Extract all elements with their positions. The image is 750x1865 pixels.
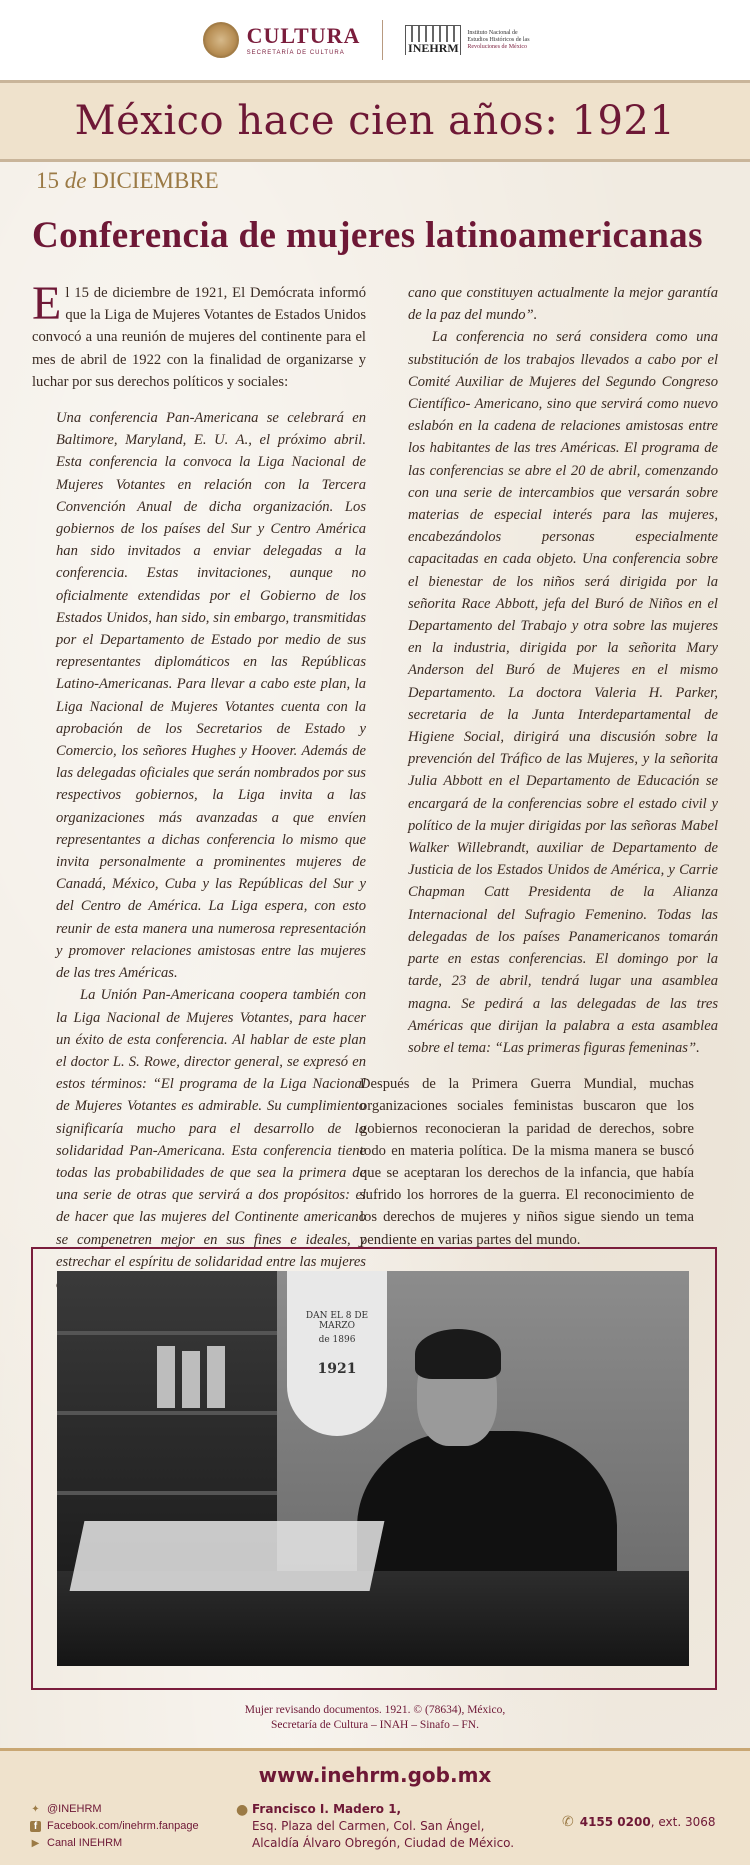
address-line: Francisco I. Madero 1, <box>252 1802 402 1816</box>
intro-paragraph <box>32 277 366 393</box>
photo-caption <box>0 1703 750 1733</box>
header-logos <box>0 0 750 80</box>
quote-paragraph-3: La conferencia no será considera como una substitución de los trabajos llevados a cabo por el Comité Auxiliar de Mujeres del Segundo Congreso Científico- Americano, sino que servirá como nuevo eslabón en la cadena de relaciones amistosas entre los habitantes de las tres Américas. El programa de las conferencias se abre el 20 de abril, comenzando con una serie de intercambios que versarán sobre materias de especial interés para las mujeres, encabezándolos personas especialmente capacitadas en cada objeto. Una conferencia sobre el bienestar de los niños será dirigida por la señorita Race Abbott, jefa del Buró de Niños en el Departamento del Trabajo y otra sobre las mujeres en la industria, dirigida por la señorita Mary Anderson del Buró de Mujeres en el mismo Departamento. La doctora Valeria H. Parker, secretaria de la Junta Interdepartamental de Higiene Social, dirigirá una discusión sobre la prevención del Tráfico de las Mujeres, y la señorita Julia Abbott en el Departamento de Educación se encargará de la conferencias sobre el estado civil y político de la mujer dirigidas por las señoras Mabel Walker Willebrandt, auxiliar de Departamento de Justicia de los Estados Unidos de América, y Carrie Chapman Catt Presidenta de la Alianza Internacional del Sufragio Femenino. Todas las delegadas de los países Panamericanos tomarán parte en estas conferencias. El domingo por la tarde, 23 de abril, tendrá lugar una asamblea magna. Se pedirá a las delegadas de las tres Américas que dirijan la palabra a esta asamblea sobre el tema: “Las primeras figuras femeninas”. <box>408 329 718 1056</box>
drop-cap: E <box>32 277 62 330</box>
left-column <box>32 277 366 1295</box>
inehrm-description <box>467 30 547 51</box>
historical-photo[interactable] <box>57 1271 689 1666</box>
twitter-link[interactable] <box>30 1801 199 1818</box>
caption-line: Mujer revisando documentos. 1921. © (78634), México, <box>244 1704 506 1716</box>
youtube-link[interactable] <box>30 1835 199 1852</box>
photo-shelf-line <box>57 1411 277 1415</box>
cultura-subtitle: SECRETARÍA DE CULTURA <box>246 49 345 56</box>
twitter-icon: ✦ <box>31 1804 40 1815</box>
inehrm-desc-line: Estudios Históricos de las <box>467 36 530 43</box>
phone-number: 4155 0200 <box>579 1815 651 1829</box>
social-links <box>30 1801 199 1852</box>
youtube-icon: ▶ <box>31 1838 40 1849</box>
photo-frame <box>31 1247 717 1690</box>
photo-shelf-line <box>57 1491 277 1495</box>
building-icon <box>405 25 461 55</box>
date-month: DICIEMBRE <box>92 168 219 193</box>
address-line: Alcaldía Álvaro Obregón, Ciudad de México. <box>252 1836 515 1850</box>
banner-title: México hace cien años: 1921 <box>74 98 676 144</box>
inehrm-desc-line: Revoluciones de México <box>467 43 528 50</box>
seal-icon <box>203 22 239 58</box>
photo-banner-text: de 1896 <box>318 1335 356 1345</box>
phone-icon: ✆ <box>562 1814 574 1830</box>
photo-woman-hair <box>415 1329 501 1379</box>
photo-book <box>207 1346 225 1408</box>
cultura-name: CULTURA <box>246 22 361 48</box>
phone-ext: , ext. 3068 <box>650 1815 716 1829</box>
address-line: Esq. Plaza del Carmen, Col. San Ángel, <box>252 1819 485 1833</box>
photo-banner <box>287 1271 387 1436</box>
right-column <box>360 282 718 1251</box>
location-pin-icon: ● <box>236 1802 249 1818</box>
twitter-handle: @INEHRM <box>47 1803 102 1815</box>
facebook-url: Facebook.com/inehrm.fanpage <box>47 1820 199 1832</box>
date-de: de <box>64 168 87 193</box>
footer <box>0 1748 750 1865</box>
photo-banner-text: 1921 <box>317 1361 357 1377</box>
date-day: 15 <box>36 168 59 193</box>
article-title: Conferencia de mujeres latinoamericanas <box>32 215 703 256</box>
title-banner <box>0 80 750 162</box>
photo-banner-text: DAN EL 8 DE MARZO <box>305 1311 369 1331</box>
youtube-channel: Canal INEHRM <box>47 1837 123 1849</box>
intro-text: l 15 de diciembre de 1921, El Demócrata informó que la Liga de Mujeres Votantes de Estados Unidos convocó a una reunión de mujeres del continente para el mes de abril de 1922 con la finalidad de organizarse y luchar por sus derechos políticos y sociales: <box>32 285 366 390</box>
quote-block-continued <box>384 282 718 1059</box>
quote-paragraph-2: La Unión Pan-Americana coopera también con la Liga Nacional de Mujeres Votantes, para hacer un éxito de esta conferencia. Al hablar de este plan el doctor L. S. Rowe, director general, se expresó en estos términos: “El programa de la Liga Nacional de Mujeres Votantes es admirable. Su cumplimiento significaría mucho para el desarrollo de la solidaridad Pan-Americana. Esta conferencia tiene todas las probabilidades de que sea la primera de una serie de otras que servirá a dos propósitos: el de hacer que las mujeres del Continente americano se compenetren mejor en sus fines e ideales, y estrechar el espíritu de solidaridad entre las mujeres <box>56 987 366 1270</box>
inehrm-logo[interactable] <box>405 25 547 55</box>
closing-paragraph: Después de la Primera Guerra Mundial, muchas organizaciones sociales feministas buscaron que los gobiernos reconocieran la paridad de derechos, sobre todo en materia política. De la misma manera se buscó que se aceptaran los derechos de la infancia, que había sufrido los horrores de la guerra. El reconocimiento de los derechos de mujeres y niños sigue siendo un tema pendiente en varias partes del mundo. <box>360 1076 694 1248</box>
inehrm-desc-line: Instituto Nacional de <box>467 29 518 36</box>
photo-shelf-line <box>57 1331 277 1335</box>
website-link[interactable]: www.inehrm.gob.mx <box>258 1763 492 1787</box>
cultura-logo[interactable] <box>203 22 361 58</box>
address-block <box>236 1801 515 1852</box>
photo-book <box>182 1351 200 1408</box>
logo-divider <box>382 20 383 60</box>
photo-papers <box>70 1521 385 1591</box>
facebook-link[interactable] <box>30 1818 199 1835</box>
facebook-icon: f <box>30 1821 41 1832</box>
date-line <box>36 168 219 194</box>
caption-line: Secretaría de Cultura – INAH – Sinafo – FN. <box>271 1719 479 1731</box>
quote-paragraph-1: Una conferencia Pan-Americana se celebrará en Baltimore, Maryland, E. U. A., el próximo abril. Esta conferencia la convoca la Liga Nacional de Mujeres Votantes en relación con la Tercera Convención Anual de dicha organización. Los gobiernos de los países del Sur y Centro América han sido invitados a enviar delegadas a la conferencia. Estas invitaciones, aunque no oficialmente extendidas por el Gobierno de los Estados Unidos, han sido, sin embargo, transmitidas por el Departamento de Estado por medio de sus representantes diplomáticos en las Repúblicas Latino-Americanas. Para llevar a cabo este plan, la Liga Nacional de Mujeres Votantes cuenta con la aprobación de los Secretarios de Estado y Comercio, los señores Hughes y Hoover. Además de las delegadas oficiales que serán nombrados por sus respectivos gobiernos, la Liga invita a las organizaciones más avanzadas a que envíen representantes a dichas conferencia lo mismo que invita personalmente a prominentes mujeres de Canadá, México, Cuba y las Repúblicas del Sur y del Centro de América. La Liga espera, con esto reunir de esta manera una numerosa representación y promover relaciones amistosas entre las mujeres de las tres Américas. <box>56 410 366 982</box>
quote-block <box>32 407 366 1295</box>
photo-book <box>157 1346 175 1408</box>
inehrm-abbr: INEHRM <box>408 41 459 55</box>
phone-block[interactable] <box>562 1814 716 1830</box>
quote-paragraph-2-continued: cano que constituyen actualmente la mejor garantía de la paz del mundo”. <box>408 285 718 324</box>
